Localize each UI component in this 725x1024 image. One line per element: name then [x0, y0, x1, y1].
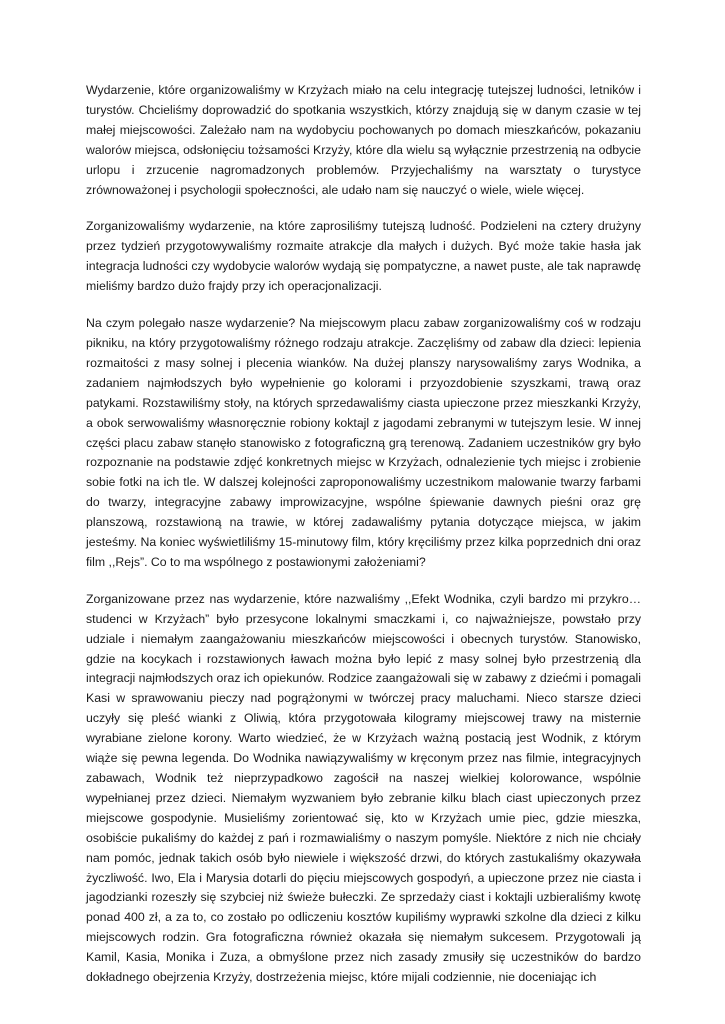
- paragraph-4: Zorganizowane przez nas wydarzenie, które nazwaliśmy ,,Efekt Wodnika, czyli bardzo mi przykro… studenci w Krzyżach” było przesycone lokalnymi smaczkami i, co najważniejsze, powstało przy udziale i niemałym zaangażowaniu mieszkańców miejscowości i obecnych turystów. Stanowisko, gdzie na kocykach i rozstawionych ławach można było lepić z masy solnej było przestrzenią dla integracji najmłodszych oraz ich opiekunów. Rodzice zaangażowali się w zabawy z dziećmi i pomagali Kasi w sprawowaniu pieczy nad pogrążonymi w twórczej pracy maluchami. Nieco starsze dzieci uczyły się pleść wianki z Oliwią, która przygotowała kilogramy miejscowej trawy na misternie wyrabiane zielone korony. Warto wiedzieć, że w Krzyżach ważną postacią jest Wodnik, z którym wiąże się pewna legenda. Do Wodnika nawiązywaliśmy w kręconym przez nas filmie, integracyjnych zabawach, Wodnik też nieprzypadkowo zagościł na naszej wielkiej kolorowance, wspólnie wypełnianej przez dzieci. Niemałym wyzwaniem było zebranie kilku blach ciast upieczonych przez miejscowe gospodynie. Musieliśmy zorientować się, kto w Krzyżach umie piec, gdzie mieszka, osobiście pukaliśmy do każdej z pań i rozmawialiśmy o naszym pomyśle. Niektóre z nich nie chciały nam pomóc, jednak takich osób było niewiele i większość drzwi, do których zastukaliśmy okazywała życzliwość. Iwo, Ela i Marysia dotarli do pięciu miejscowych gospodyń, a upieczone przez nie ciasta i jagodzianki rozeszły się szybciej niż świeże bułeczki. Ze sprzedaży ciast i koktajli uzbieraliśmy kwotę ponad 400 zł, a za to, co zostało po odliczeniu kosztów kupiliśmy wyprawki szkolne dla dzieci z kilku miejscowych rodzin. Gra fotograficzna również okazała się niemałym sukcesem. Przygotowali ją Kamil, Kasia, Monika i Zuza, a obmyślone przez nich zasady zmusiły się uczestników do bardzo dokładnego obejrzenia Krzyży, dostrzeżenia miejsc, które mijali codziennie, nie doceniając ich: [86, 591, 641, 985]
- paragraph-1: Wydarzenie, które organizowaliśmy w Krzyżach miało na celu integrację tutejszej ludności, letników i turystów. Chcieliśmy doprowadzić do spotkania wszystkich, którzy znajdują się w danym czasie w tej małej miejscowości. Zależało nam na wydobyciu pochowanych po domach mieszkańców, pokazaniu walorów miejsca, odsłonięciu tożsamości Krzyży, które dla wielu są wyłącznie przestrzenią na odbycie urlopu i zrzucenie nagromadzonych problemów. Przyjechaliśmy na warsztaty o turystyce zrównoważonej i psychologii społeczności, ale udało nam się nauczyć o wiele, wiele więcej.: [86, 83, 641, 197]
- document-page: [86, 81, 641, 1005]
- paragraph-3: Na czym polegało nasze wydarzenie? Na miejscowym placu zabaw zorganizowaliśmy coś w rodzaju pikniku, na który przygotowaliśmy różnego rodzaju atrakcje. Zaczęliśmy od zabaw dla dzieci: lepienia rozmaitości z masy solnej i plecenia wianków. Na dużej planszy narysowaliśmy zarys Wodnika, a zadaniem najmłodszych było wypełnienie go kolorami i przyozdobienie szyszkami, trawą oraz patykami. Rozstawiliśmy stoły, na których sprzedawaliśmy ciasta upieczone przez mieszkanki Krzyży, a obok serwowaliśmy własnoręcznie robiony koktajl z jagodami zebranymi w tutejszym lesie. W innej części placu zabaw stanęło stanowisko z fotograficzną grą terenową. Zadaniem uczestników gry było rozpoznanie na podstawie zdjęć konkretnych miejsc w Krzyżach, odnalezienie tych miejsc i zrobienie sobie fotki na ich tle. W dalszej kolejności zaproponowaliśmy uczestnikom malowanie twarzy farbami do twarzy, integracyjne zabawy improwizacyjne, wspólne śpiewanie dawnych pieśni oraz grę planszową, rozstawioną na trawie, w której zadawaliśmy pytania dotyczące miejsca, w jakim jesteśmy. Na koniec wyświetliliśmy 15-minutowy film, który kręciliśmy przez kilka poprzednich dni oraz film ,,Rejs”. Co to ma wspólnego z postawionymi założeniami?: [86, 316, 641, 569]
- paragraph-2: Zorganizowaliśmy wydarzenie, na które zaprosiliśmy tutejszą ludność. Podzieleni na cztery drużyny przez tydzień przygotowywaliśmy rozmaite atrakcje dla małych i dużych. Być może takie hasła jak integracja ludności czy wydobycie walorów wydają się pompatyczne, a nawet puste, ale tak naprawdę mieliśmy bardzo dużo frajdy przy ich operacjonalizacji.: [86, 219, 641, 294]
